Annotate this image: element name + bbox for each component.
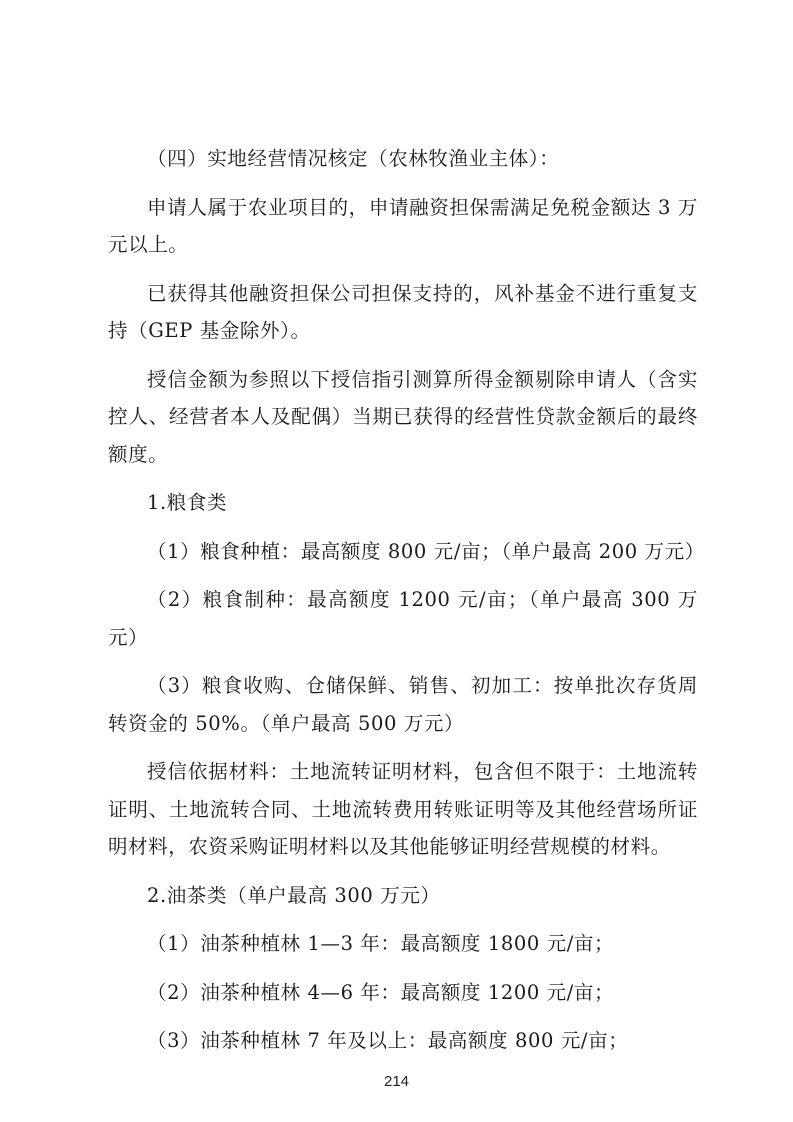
subsection-heading: 1.粮食类	[147, 491, 228, 514]
list-item: （3）油茶种植林 7 年及以上：最高额度 800 元/亩；	[147, 1029, 629, 1052]
paragraph: 授信金额为参照以下授信指引测算所得金额剔除申请人（含实控人、经营者本人及配偶）当期已获得的经营性贷款金额后的最终额度。	[108, 367, 698, 466]
list-item: （2）油茶种植林 4—6 年：最高额度 1200 元/亩；	[147, 980, 615, 1004]
list-item: （1）油茶种植林 1—3 年：最高额度 1800 元/亩；	[147, 932, 615, 955]
document-body	[108, 140, 705, 1071]
list-item: （3）粮食收购、仓储保鲜、销售、初加工：按单批次存货周转资金的 50%。（单户最高 500 万元）	[108, 674, 698, 735]
list-item: （2）粮食制种：最高额度 1200 元/亩；（单户最高 300 万元）	[108, 588, 698, 649]
paragraph: 申请人属于农业项目的，申请融资担保需满足免税金额达 3 万元以上。	[108, 195, 698, 256]
section-heading: （四）实地经营情况核定（农林牧渔业主体）：	[147, 147, 560, 170]
list-item: （1）粮食种植：最高额度 800 元/亩；（单户最高 200 万元）	[147, 539, 705, 563]
page-number: 214	[383, 1073, 410, 1090]
paragraph: 已获得其他融资担保公司担保支持的，风补基金不进行重复支持（GEP 基金除外）。	[108, 281, 698, 342]
subsection-heading: 2.油茶类（单户最高 300 万元）	[147, 883, 441, 907]
paragraph: 授信依据材料：土地流转证明材料，包含但不限于：土地流转证明、土地流转合同、土地流转费用转账证明等及其他经营场所证明材料，农资采购证明材料以及其他能够证明经营规模的材料。	[108, 760, 698, 858]
